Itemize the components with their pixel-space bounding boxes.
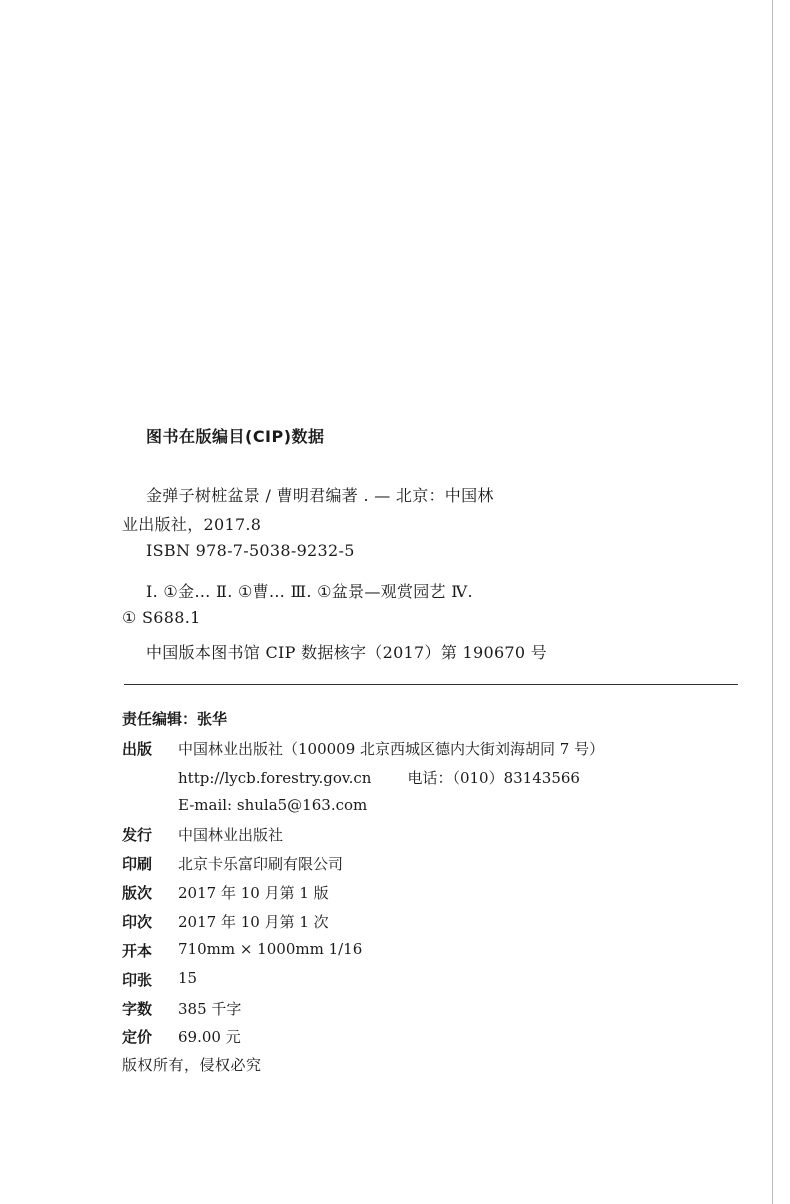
cip-record-number: 中国版本图书馆 CIP 数据核字（2017）第 190670 号 (146, 643, 548, 662)
section-divider (124, 684, 738, 685)
credit-label: 发行 (122, 826, 153, 844)
publisher-phone: 电话：（010）83143566 (407, 769, 580, 787)
copyright-notice: 版权所有，侵权必究 (122, 1056, 262, 1074)
credit-label: 开本 (122, 942, 153, 960)
page-edge-line (772, 0, 773, 1204)
credit-label: 出版 (122, 740, 153, 758)
publisher-email: E-mail: shula5@163.com (178, 796, 368, 814)
credit-value: 中国林业出版社 (178, 826, 284, 844)
credit-label: 定价 (122, 1028, 153, 1046)
cip-heading: 图书在版编目(CIP)数据 (146, 427, 325, 446)
cip-title-line-continued: 业出版社，2017.8 (122, 515, 262, 534)
credit-value: 385 千字 (178, 1000, 242, 1018)
credit-label: 字数 (122, 1000, 153, 1018)
credit-value: 北京卡乐富印刷有限公司 (178, 855, 344, 873)
credit-value: 15 (178, 969, 198, 987)
credit-value: 2017 年 10 月第 1 版 (178, 884, 329, 902)
cip-subject-index: Ⅰ. ①金… Ⅱ. ①曹… Ⅲ. ①盆景—观赏园艺 Ⅳ. (146, 582, 473, 601)
credit-label: 印张 (122, 971, 153, 989)
credit-value: 中国林业出版社（100009 北京西城区德内大街刘海胡同 7 号） (178, 740, 605, 758)
publisher-contact (178, 767, 580, 788)
cip-isbn: ISBN 978-7-5038-9232-5 (146, 541, 355, 560)
credit-label: 印刷 (122, 855, 153, 873)
credit-label: 版次 (122, 884, 153, 902)
cip-title-line: 金弹子树桩盆景 / 曹明君编著 . — 北京：中国林 (146, 486, 494, 505)
credit-value: 69.00 元 (178, 1028, 241, 1046)
publisher-website: http://lycb.forestry.gov.cn (178, 769, 372, 787)
credit-value: 2017 年 10 月第 1 次 (178, 913, 329, 931)
credit-label: 印次 (122, 913, 153, 931)
responsible-editor: 责任编辑：张华 (122, 710, 228, 728)
credit-value: 710mm × 1000mm 1/16 (178, 940, 363, 958)
cip-classification: ① S688.1 (122, 608, 201, 627)
